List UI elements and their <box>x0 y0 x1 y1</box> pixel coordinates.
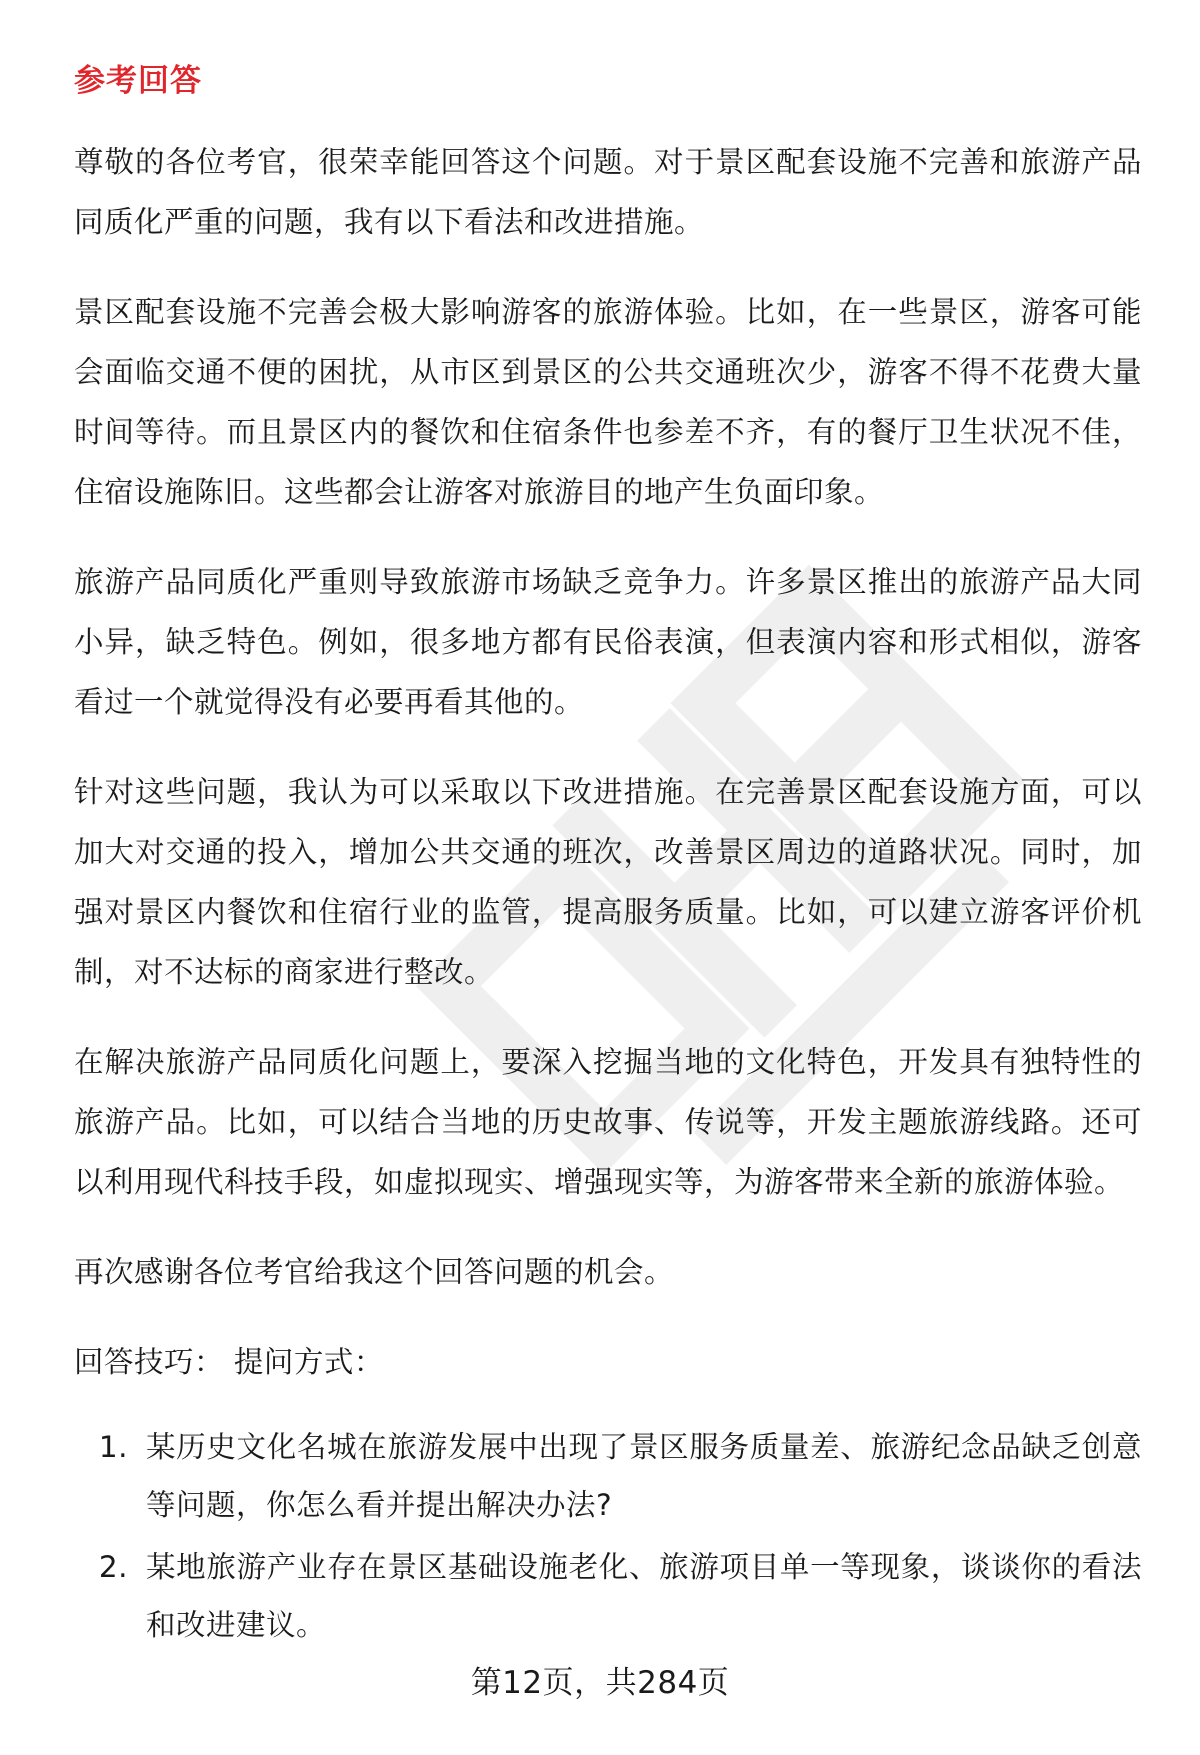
paragraph-facilities: 景区配套设施不完善会极大影响游客的旅游体验。比如，在一些景区，游客可能会面临交通不便的困扰，从市区到景区的公共交通班次少，游客不得不花费大量时间等待。而且景区内的餐饮和住宿条件也参差不齐，有的餐厅卫生状况不佳，住宿设施陈旧。这些都会让游客对旅游目的地产生负面印象。 <box>74 295 1142 509</box>
page-number-footer: 第12页，共284页 <box>470 1665 730 1701</box>
list-item <box>74 1418 1142 1534</box>
list-item-text: 某历史文化名城在旅游发展中出现了景区服务质量差、旅游纪念品缺乏创意等问题，你怎么看并提出解决办法? <box>146 1430 1142 1522</box>
list-item-text: 某地旅游产业存在景区基础设施老化、旅游项目单一等现象，谈谈你的看法和改进建议。 <box>146 1550 1142 1642</box>
list-item <box>74 1538 1142 1654</box>
list-item-number: 1. <box>98 1430 128 1464</box>
paragraph-measures: 针对这些问题，我认为可以采取以下改进措施。在完善景区配套设施方面，可以加大对交通的投入，增加公共交通的班次，改善景区周边的道路状况。同时，加强对景区内餐饮和住宿行业的监管，提高服务质量。比如，可以建立游客评价机制，对不达标的商家进行整改。 <box>74 775 1142 989</box>
section-heading: 参考回答 <box>74 63 202 99</box>
paragraph-intro: 尊敬的各位考官，很荣幸能回答这个问题。对于景区配套设施不完善和旅游产品同质化严重的问题，我有以下看法和改进措施。 <box>74 145 1142 239</box>
tips-label: 回答技巧： 提问方式： <box>74 1345 384 1379</box>
paragraph-homogenization: 旅游产品同质化严重则导致旅游市场缺乏竞争力。许多景区推出的旅游产品大同小异，缺乏特色。例如，很多地方都有民俗表演，但表演内容和形式相似，游客看过一个就觉得没有必要再看其他的。 <box>74 565 1142 719</box>
paragraph-thanks: 再次感谢各位考官给我这个回答问题的机会。 <box>74 1255 675 1289</box>
main-content <box>74 58 1142 1658</box>
question-list <box>74 1418 1142 1654</box>
paragraph-culture: 在解决旅游产品同质化问题上，要深入挖掘当地的文化特色，开发具有独特性的旅游产品。比如，可以结合当地的历史故事、传说等，开发主题旅游线路。还可以利用现代科技手段，如虚拟现实、增强现实等，为游客带来全新的旅游体验。 <box>74 1045 1142 1199</box>
list-item-number: 2. <box>98 1550 128 1584</box>
